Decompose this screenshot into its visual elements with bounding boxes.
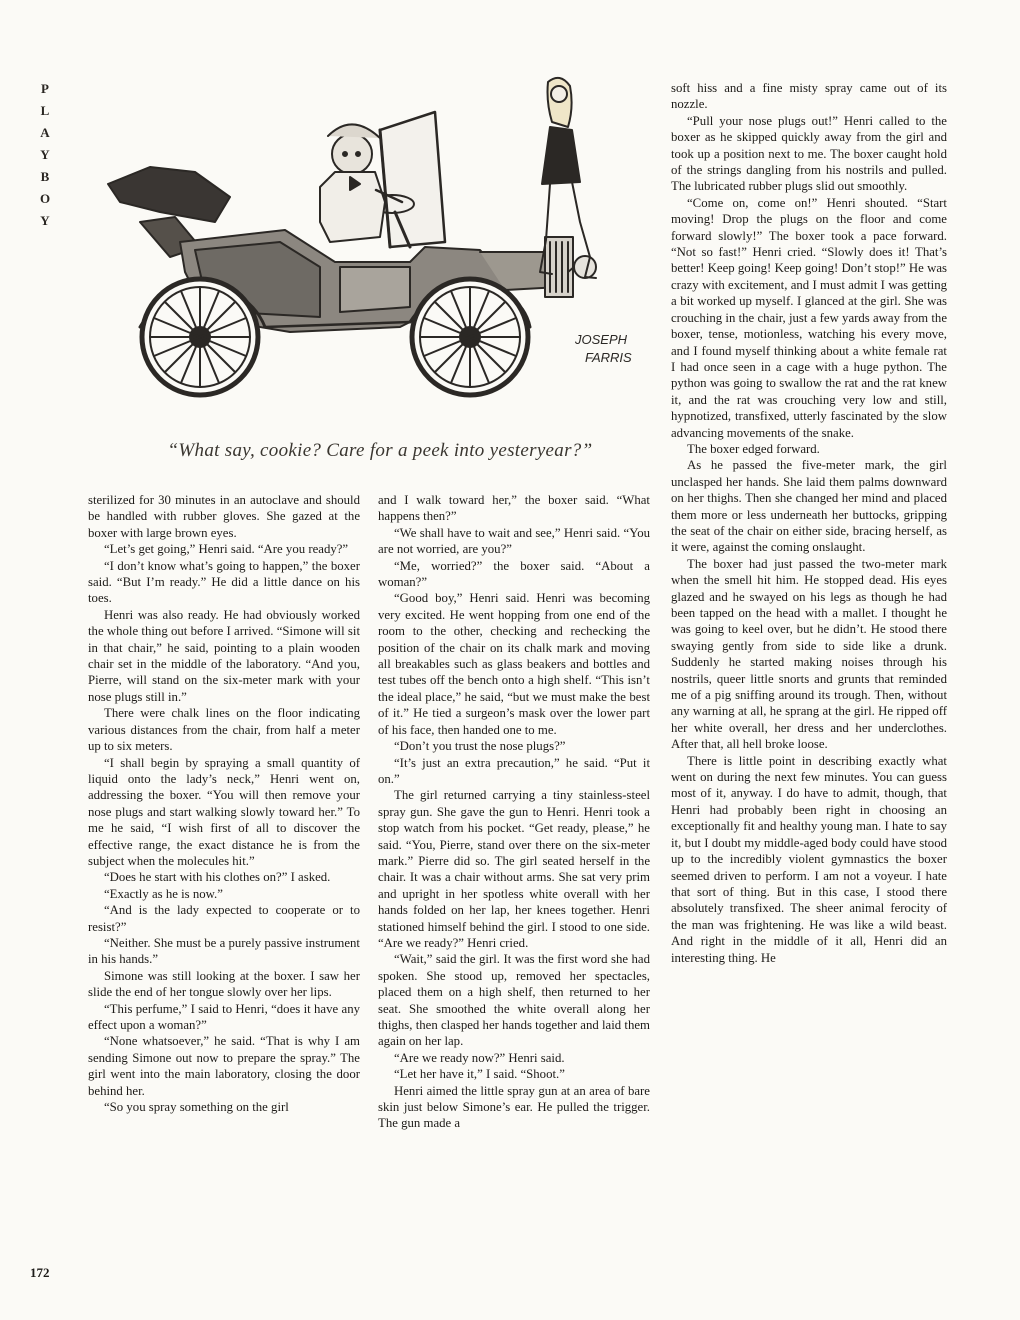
paragraph: “Let her have it,” I said. “Shoot.” xyxy=(394,1067,565,1082)
paragraph: “Good boy,” Henri said. Henri was becoming very excited. He went hopping from one end of the room to the other, checking and rechecking the position of the chair on its chalk mark and moving all breakables such as glass beakers and bottles and test tubes off the bench onto a high shelf. “This isn’t the ideal place,” he said, “but we must make the best of it.” He tied a surgeon’s mask over the lower part of his face, then handed one to me. xyxy=(378,591,650,737)
magazine-masthead xyxy=(30,78,60,232)
paragraph: “I shall begin by spraying a small quantity of liquid onto the lady’s neck,” Henri went on, addressing the boxer. “You will then remove your nose plugs and start walking slowly toward her.” To me he said, “I wish first of all to discover the effective range, the exact distance he is from the subject when the molecules hit.” xyxy=(88,755,360,868)
paragraph: and I walk toward her,” the boxer said. “What happens then?” xyxy=(378,493,650,524)
paragraph: “Come on, come on!” Henri shouted. “Start moving! Drop the plugs on the floor and come forward slowly!” The boxer took a pace forward. “Not so fast!” Henri cried. “Slowly does it! That’s better! Keep going! Keep going! Don’t stop!” He was crazy with excitement, and I must admit I was getting a bit worked up myself. I glanced at the girl. She was crouching in the chair, just a few yards away from the boxer, tense, motionless, watching his every move, and I found myself thinking about a white female rat I had once seen in a cage with a huge python. The python was going to swallow the rat and the rat knew it, and the rat was crouching very low and still, hypnotized, transfixed, utterly fascinated by the slow advancing movements of the snake. xyxy=(671,195,947,440)
paragraph: As he passed the five-meter mark, the girl unclasped her hands. She laid them palms downward on her thighs. Then she changed her mind and placed them more or less underneath her buttocks, gripping the seat of the chair on either side, bracing herself, as it were, against the coming onslaught. xyxy=(671,458,947,555)
paragraph: Henri was also ready. He had obviously worked the whole thing out before I arrived. “Simone will sit in that chair,” he said, pointing to a plain wooden chair set in the middle of the laboratory. “And you, Pierre, will stand on the six-meter mark with your nose plugs still in.” xyxy=(88,607,360,704)
paragraph: “Does he start with his clothes on?” I asked. xyxy=(104,870,331,885)
cartoon-caption: “What say, cookie? Care for a peek into yesteryear?” xyxy=(167,440,593,461)
text-column-2 xyxy=(378,492,650,1132)
page-number: 172 xyxy=(30,1265,50,1280)
masthead-letter: O xyxy=(39,191,51,206)
paragraph: “Exactly as he is now.” xyxy=(104,886,223,901)
masthead-letter: B xyxy=(40,169,50,184)
cartoonist-signature-line2: FARRIS xyxy=(585,350,632,365)
paragraph: “Don’t you trust the nose plugs?” xyxy=(394,739,566,754)
text-column-3 xyxy=(671,80,947,966)
paragraph: There is little point in describing exactly what went on during the next few minutes. You can guess most of it, anyway. I do have to admit, though, that Henri had probably been right in choosing an exceptionally fit and healthy young man. I hate to say it, but I doubt my middle-aged body could have stood up to the incredibly violent gymnastics the boxer seemed driven to perform. I am not a voyeur. I hate that sort of thing. But in this case, I stood there absolutely transfixed. The sheer animal ferocity of the man was frightening. He was like a wild beast. And right in the middle of it all, Henri did an interesting thing. He xyxy=(671,753,947,965)
paragraph: “Pull your nose plugs out!” Henri called to the boxer as he skipped quickly away from the girl and took up a position next to me. The boxer caught hold of the strings dangling from his nostrils and pulled. The lubricated rubber plugs slid out smoothly. xyxy=(671,113,947,194)
masthead-letter: A xyxy=(40,125,50,140)
paragraph: “We shall have to wait and see,” Henri said. “You are not worried, are you?” xyxy=(378,525,650,557)
paragraph: “Neither. She must be a purely passive instrument in his hands.” xyxy=(88,935,360,967)
masthead-letter: Y xyxy=(40,213,50,228)
paragraph: “It’s just an extra precaution,” he said. “Put it on.” xyxy=(378,755,650,786)
paragraph: “This perfume,” I said to Henri, “does it have any effect upon a woman?” xyxy=(88,1001,360,1032)
paragraph: Henri aimed the little spray gun at an area of bare skin just below Simone’s ear. He pulled the trigger. The gun made a xyxy=(378,1083,650,1131)
paragraph: “Wait,” said the girl. It was the first word she had spoken. She stood up, removed her spectacles, placed them on a high shelf, then returned to her seat. She smoothed the white overall along her thighs, then clasped her hands together and laid them again on her lap. xyxy=(378,952,650,1049)
text-column-1 xyxy=(88,492,360,1115)
paragraph: “Me, worried?” the boxer said. “About a woman?” xyxy=(378,558,650,590)
masthead-letter: L xyxy=(40,103,50,118)
paragraph: “Let’s get going,” Henri said. “Are you ready?” xyxy=(104,542,349,557)
paragraph: There were chalk lines on the floor indicating various distances from the chair, from half a meter up to six meters. xyxy=(88,706,360,754)
paragraph: The boxer had just passed the two-meter mark when the smell hit him. He stopped dead. His eyes glazed and he swayed on his legs as though he had been tapped on the head with a mallet. I thought he was going to keel over, but he didn’t. He stood there swaying gently from side to side like a drunk. Suddenly he started making noises through his nostrils, queer little snorts and grunts that reminded me of a pig sniffing around its trough. Then, without any warning at all, he sprang at the girl. He ripped off her white overall, her dress and her underclothes. After that, all hell broke loose. xyxy=(671,556,947,752)
paragraph: “Are we ready now?” Henri said. xyxy=(394,1050,565,1065)
paragraph: The boxer edged forward. xyxy=(687,441,820,456)
paragraph: Simone was still looking at the boxer. I saw her slide the end of her tongue slowly over her lips. xyxy=(88,968,360,1000)
paragraph: “None whatsoever,” he said. “That is why I am sending Simone out now to prepare the spray.” The girl went into the main laboratory, closing the door behind her. xyxy=(88,1034,360,1098)
paragraph: “I don’t know what’s going to happen,” the boxer said. “But I’m ready.” He did a little dance on his toes. xyxy=(88,558,360,606)
paragraph: “And is the lady expected to cooperate or to resist?” xyxy=(88,903,360,934)
cartoonist-signature-line1: JOSEPH xyxy=(575,332,628,347)
paragraph: The girl returned carrying a tiny stainless-steel spray gun. She gave the gun to Henri. Henri took a stop watch from his pocket. “Get ready, please,” he said. “You, Pierre, stand over there on the six-meter mark.” Pierre did so. The girl seated herself in the chair. It was a chair without arms. She sat very prim and upright in her spotless white overall with her hands folded on her lap, her knees together. Henri stationed himself behind the girl. I stood to one side. “Are we ready?” Henri cried. xyxy=(378,788,650,950)
masthead-letter: P xyxy=(41,81,49,96)
masthead-letter: Y xyxy=(40,147,50,162)
paragraph: sterilized for 30 minutes in an autoclave and should be handled with rubber gloves. She gazed at the boxer with large brown eyes. xyxy=(88,493,360,540)
paragraph: soft hiss and a fine misty spray came out of its nozzle. xyxy=(671,81,947,112)
paragraph: “So you spray something on the girl xyxy=(104,1100,289,1115)
cartoon-illustration xyxy=(80,72,660,452)
